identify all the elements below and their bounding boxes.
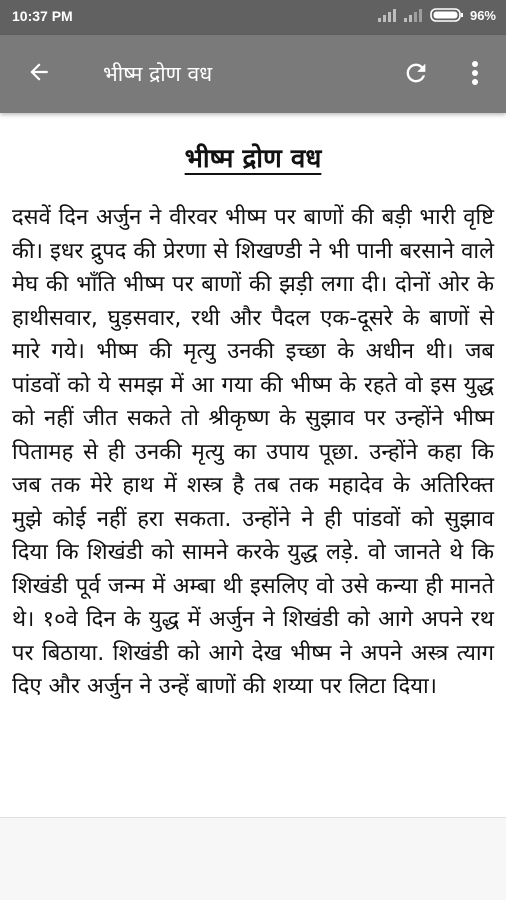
signal-icon-2 (404, 8, 424, 22)
battery-percent: 96% (469, 7, 496, 23)
status-bar (0, 0, 506, 35)
bottom-blank-area (0, 818, 506, 900)
arrow-back-icon (26, 59, 52, 89)
app-bar (0, 35, 506, 113)
article-content[interactable] (0, 113, 506, 818)
more-options-button[interactable] (460, 57, 490, 93)
refresh-icon (402, 59, 430, 91)
signal-icon (378, 8, 398, 22)
article-title: भीष्म द्रोण वध (184, 144, 322, 174)
article-body: दसवें दिन अर्जुन ने वीरवर भीष्म पर बाणों की बड़ी भारी वृष्टि की। इधर द्रुपद की प्रेरणा से शिखण्डी ने भी पानी बरसाने वाले मेघ की भाँति भीष्म पर बाणों की झड़ी लगा दी। दोनों ओर के हाथीसवार, घुड़सवार, रथी और पैदल एक-दूसरे के बाणों से मारे गये। भीष्म की मृत्यु उनकी इच्छा के अधीन थी। जब पांडवों को ये समझ में आ गया की भीष्म के रहते वो इस युद्ध को नहीं जीत सकते तो श्रीकृष्ण के सुझाव पर उन्होंने भीष्म पितामह से ही उनकी मृत्यु का उपाय पूछा. उन्होंने कहा कि जब तक मेरे हाथ में शस्त्र है तब तक महादेव के अतिरिक्त मुझे कोई नहीं हरा सकता. उन्होंने ने ही पांडवों को सुझाव दिया कि शिखंडी को सामने करके युद्ध लड़े. वो जानते थे कि शिखंडी पूर्व जन्म में अम्बा थी इसलिए वो उसे कन्या ही मानते थे। १०वे दिन के युद्ध में अर्जुन ने शिखंडी को आगे अपने रथ पर बिठाया. शिखंडी को आगे देख भीष्म ने अपने अस्त्र त्याग दिए और अर्जुन ने उन्हें बाणों की शय्या पर लिटा दिया। (12, 205, 494, 699)
refresh-button[interactable] (398, 57, 434, 93)
status-icons (378, 7, 496, 23)
more-vert-icon (471, 60, 479, 90)
status-time: 10:37 PM (12, 8, 73, 24)
battery-icon (430, 7, 464, 23)
back-button[interactable] (22, 57, 56, 91)
app-bar-title: भीष्म द्रोण वध (103, 62, 213, 86)
